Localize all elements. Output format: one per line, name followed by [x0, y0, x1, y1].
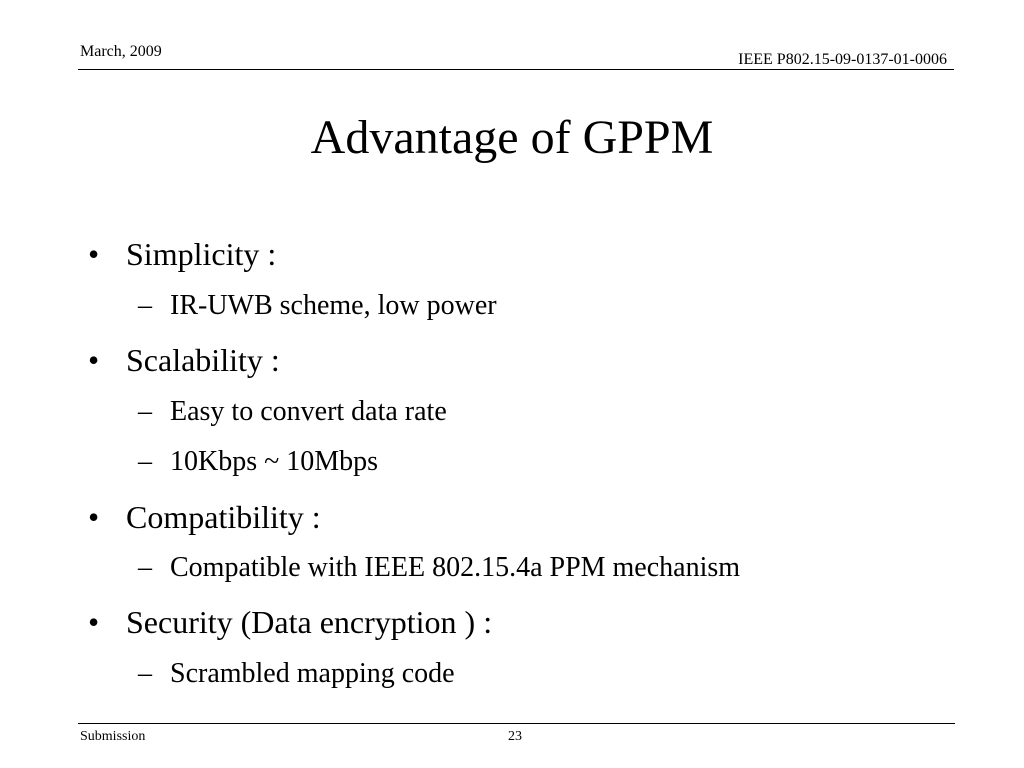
- slide-title: Advantage of GPPM: [310, 111, 714, 164]
- bullet-text: Simplicity :: [126, 236, 277, 272]
- footer-submission-label: Submission: [80, 729, 146, 744]
- bullet-text: Security (Data encryption ) :: [126, 604, 493, 640]
- page-number: 23: [508, 729, 522, 744]
- bullet-marker: •: [88, 342, 100, 378]
- dash-marker: –: [138, 446, 152, 477]
- dash-marker: –: [138, 552, 152, 583]
- dash-marker: –: [138, 658, 152, 689]
- bullet-text: Compatibility :: [126, 499, 321, 535]
- sub-bullet-text: 10Kbps ~ 10Mbps: [170, 446, 379, 477]
- sub-bullet-text: IR-UWB scheme, low power: [170, 290, 497, 321]
- sub-bullet-text: Easy to convert data rate: [170, 396, 447, 427]
- bullet-text: Scalability :: [126, 342, 280, 378]
- header-date: March, 2009: [80, 43, 162, 60]
- sub-bullet-text: Scrambled mapping code: [170, 658, 455, 689]
- bullet-marker: •: [88, 604, 100, 640]
- header-document-id: IEEE P802.15-09-0137-01-0006: [738, 51, 947, 68]
- footer-divider: [78, 723, 955, 724]
- bullet-marker: •: [88, 499, 100, 535]
- bullet-marker: •: [88, 236, 100, 272]
- dash-marker: –: [138, 396, 152, 427]
- dash-marker: –: [138, 290, 152, 321]
- sub-bullet-text: Compatible with IEEE 802.15.4a PPM mechanism: [170, 552, 741, 583]
